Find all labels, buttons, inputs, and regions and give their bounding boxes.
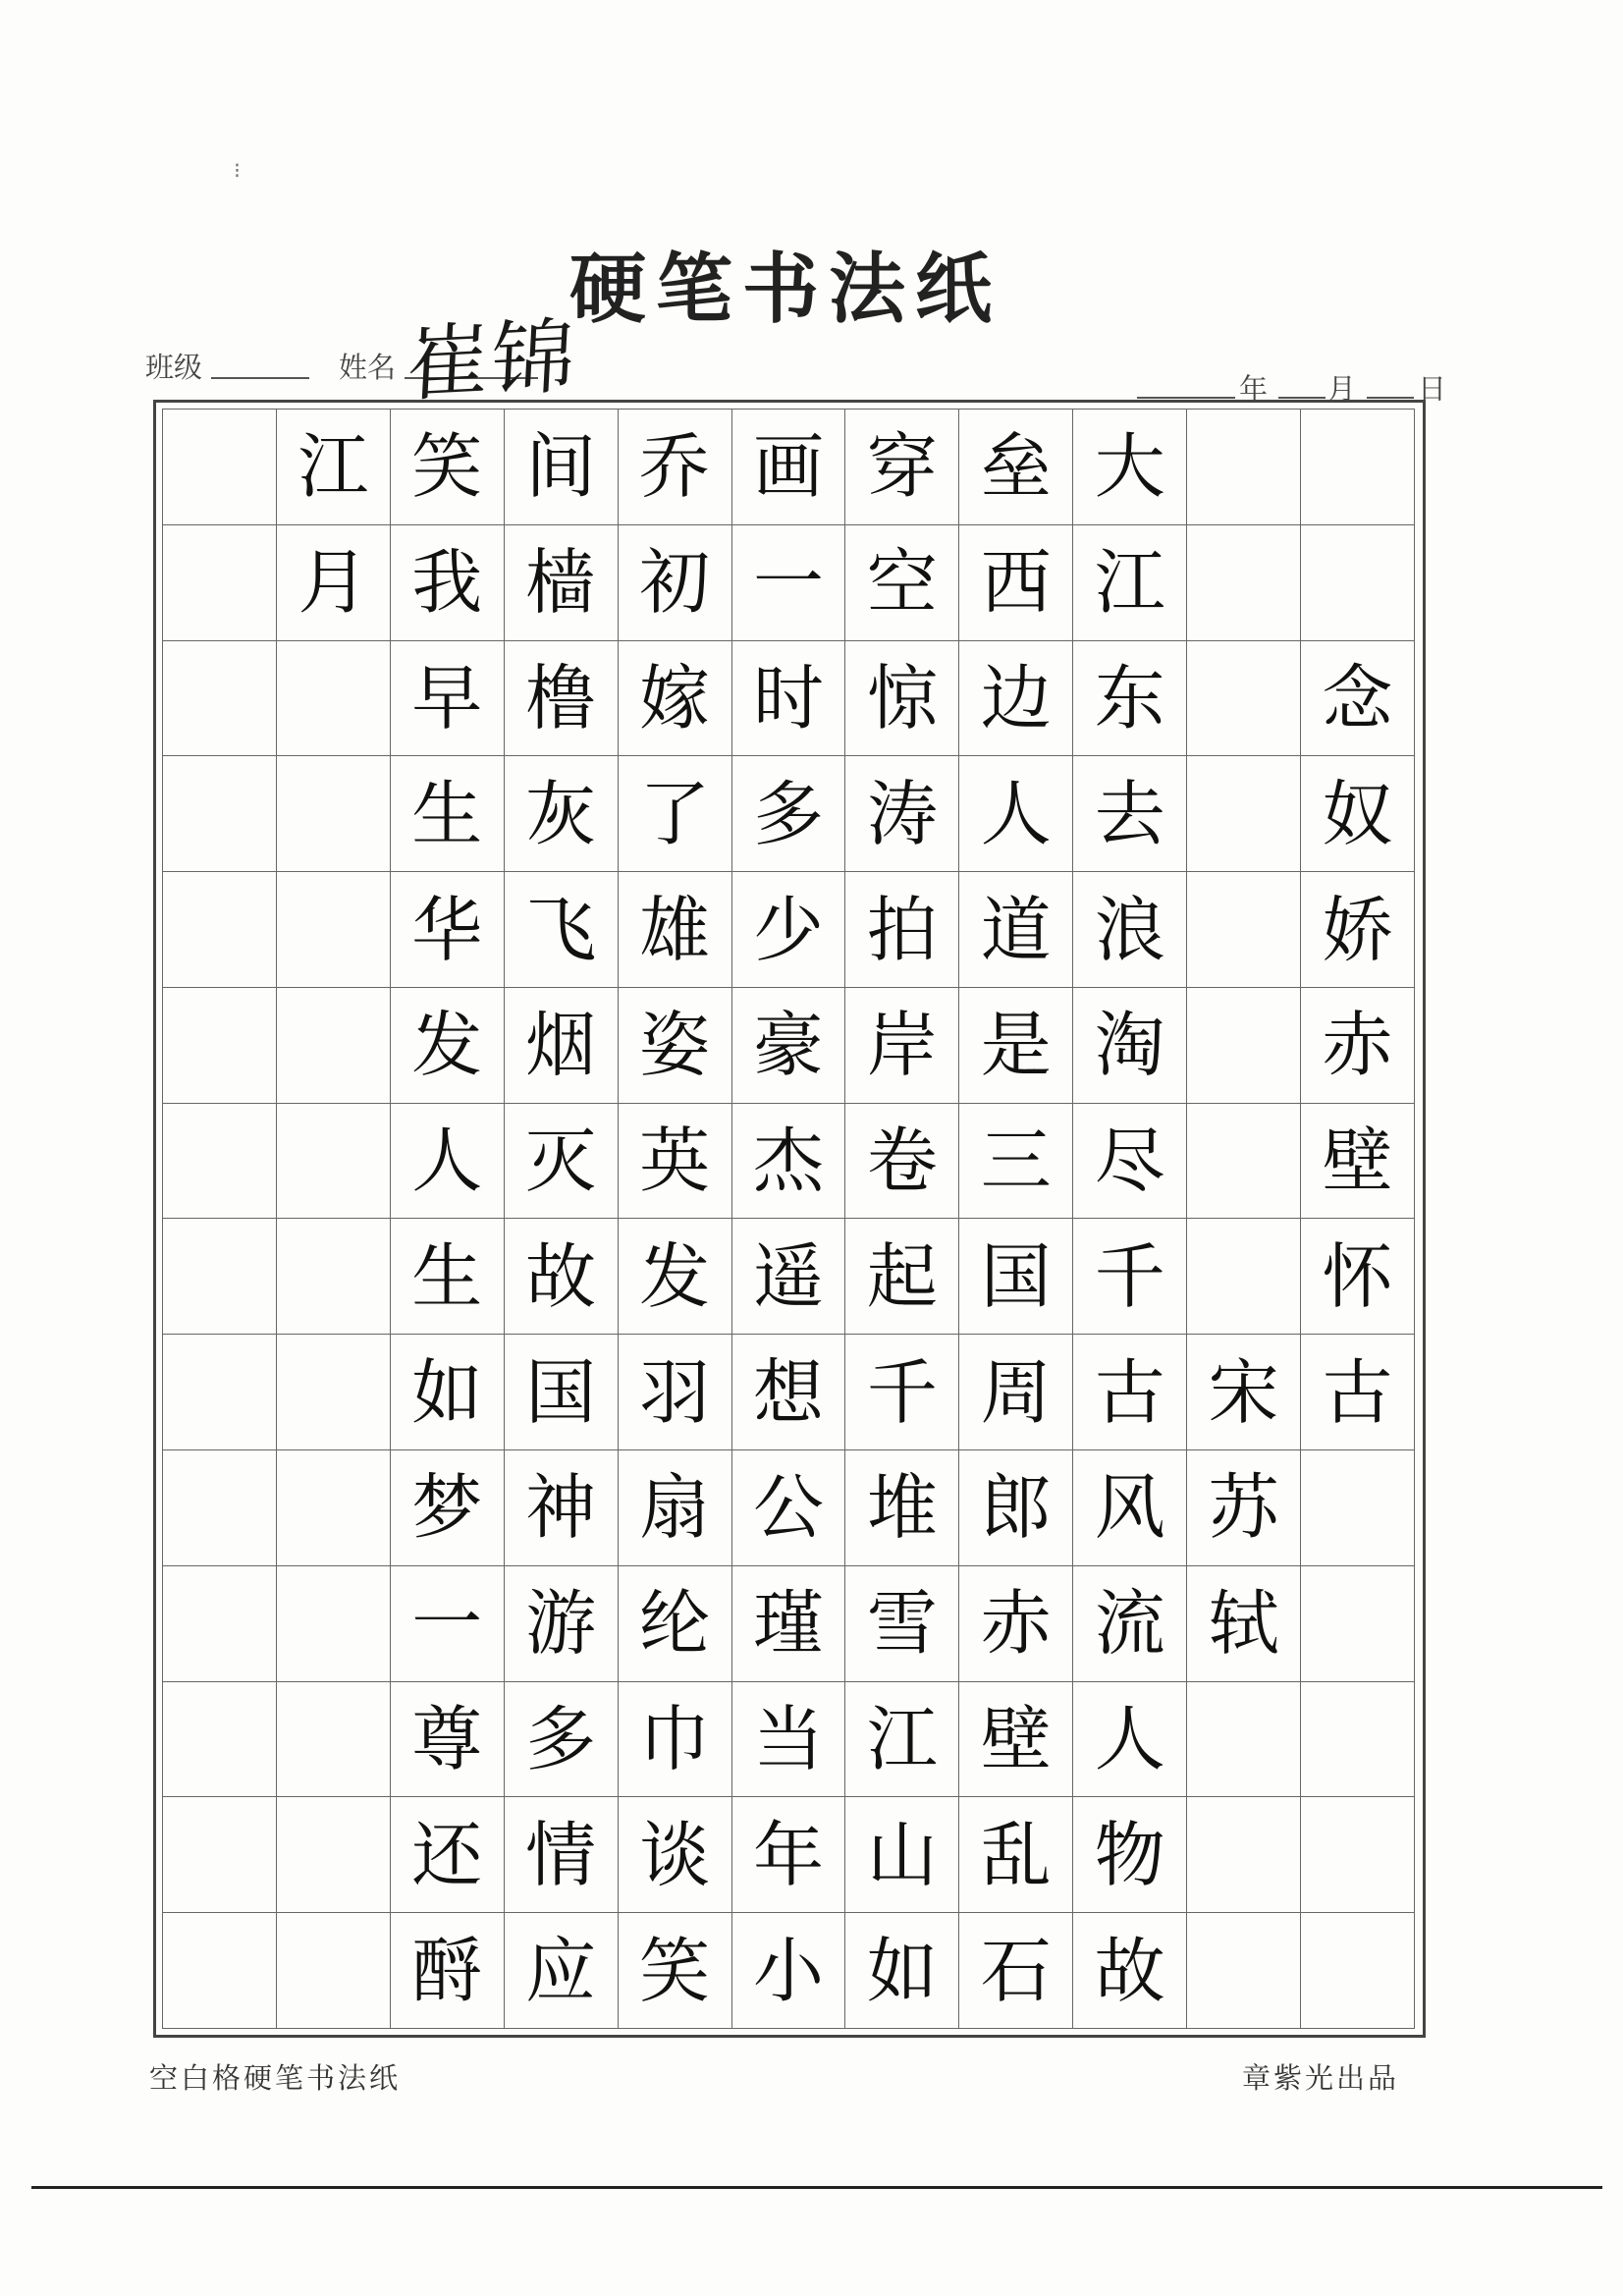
grid-cell (277, 988, 391, 1104)
grid-cell: 轼 (1187, 1566, 1301, 1682)
grid-cell: 宋 (1187, 1335, 1301, 1450)
grid-cell: 如 (391, 1335, 505, 1450)
grid-cell: 灭 (505, 1104, 619, 1220)
grid-cell (1187, 1104, 1301, 1220)
grid-cell (1187, 1682, 1301, 1798)
grid-cell: 尊 (391, 1682, 505, 1798)
grid-cell (163, 1566, 277, 1682)
grid-cell: 嫁 (619, 641, 732, 757)
grid-cell (277, 1913, 391, 2029)
grid-cell: 英 (619, 1104, 732, 1220)
month-label: 月 (1327, 372, 1357, 406)
grid-cell: 苏 (1187, 1450, 1301, 1566)
grid-cell (277, 1335, 391, 1450)
grid-cell (1187, 525, 1301, 641)
grid-cell: 拍 (845, 872, 959, 988)
grid-cell: 雄 (619, 872, 732, 988)
grid-cell: 笑 (619, 1913, 732, 2029)
grid-cell: 淘 (1073, 988, 1187, 1104)
grid-cell: 应 (505, 1913, 619, 2029)
grid-cell: 豪 (732, 988, 846, 1104)
grid-cell (1301, 1450, 1415, 1566)
grid-cell: 羽 (619, 1335, 732, 1450)
writing-grid (162, 409, 1415, 2029)
grid-cell: 三 (959, 1104, 1073, 1220)
grid-cell: 想 (732, 1335, 846, 1450)
grid-cell: 遥 (732, 1219, 846, 1335)
grid-cell (1301, 1566, 1415, 1682)
grid-cell: 游 (505, 1566, 619, 1682)
grid-cell: 山 (845, 1797, 959, 1913)
grid-cell: 谈 (619, 1797, 732, 1913)
grid-cell (1187, 988, 1301, 1104)
grid-cell: 乔 (619, 410, 732, 525)
grid-cell: 还 (391, 1797, 505, 1913)
grid-cell (277, 1219, 391, 1335)
grid-cell: 扇 (619, 1450, 732, 1566)
grid-cell (1301, 410, 1415, 525)
day-label: 日 (1418, 372, 1447, 406)
grid-cell: 西 (959, 525, 1073, 641)
grid-cell: 起 (845, 1219, 959, 1335)
day-line (1367, 397, 1414, 399)
grid-cell: 周 (959, 1335, 1073, 1450)
grid-cell (277, 1450, 391, 1566)
grid-cell: 华 (391, 872, 505, 988)
grid-cell: 卷 (845, 1104, 959, 1220)
grid-cell: 情 (505, 1797, 619, 1913)
grid-cell: 东 (1073, 641, 1187, 757)
grid-cell: 惊 (845, 641, 959, 757)
grid-cell (163, 756, 277, 872)
footer-right: 章紫光出品 (1242, 2061, 1400, 2095)
grid-cell: 人 (959, 756, 1073, 872)
grid-cell: 我 (391, 525, 505, 641)
grid-cell (1187, 410, 1301, 525)
class-label: 班级 (145, 351, 203, 384)
grid-cell: 浪 (1073, 872, 1187, 988)
grid-cell: 月 (277, 525, 391, 641)
grid-cell: 公 (732, 1450, 846, 1566)
grid-cell: 郎 (959, 1450, 1073, 1566)
grid-cell: 风 (1073, 1450, 1187, 1566)
grid-cell: 烟 (505, 988, 619, 1104)
grid-cell: 物 (1073, 1797, 1187, 1913)
name-label: 姓名 (339, 351, 397, 384)
class-line (211, 377, 309, 379)
grid-cell (277, 872, 391, 988)
grid-cell (277, 1682, 391, 1798)
grid-cell (163, 1797, 277, 1913)
grid-cell: 古 (1073, 1335, 1187, 1450)
grid-cell (163, 1104, 277, 1220)
grid-cell: 樯 (505, 525, 619, 641)
grid-cell: 笑 (391, 410, 505, 525)
grid-cell (277, 756, 391, 872)
grid-cell: 岸 (845, 988, 959, 1104)
footer-left: 空白格硬笔书法纸 (149, 2061, 402, 2095)
grid-cell (277, 1104, 391, 1220)
grid-cell: 纶 (619, 1566, 732, 1682)
grid-cell: 早 (391, 641, 505, 757)
month-line (1278, 397, 1325, 399)
grid-cell (163, 525, 277, 641)
grid-cell: 了 (619, 756, 732, 872)
grid-cell: 时 (732, 641, 846, 757)
grid-cell (1187, 872, 1301, 988)
grid-cell: 尽 (1073, 1104, 1187, 1220)
grid-cell (163, 872, 277, 988)
grid-cell: 涛 (845, 756, 959, 872)
grid-cell: 赤 (959, 1566, 1073, 1682)
grid-cell: 国 (505, 1335, 619, 1450)
grid-cell: 乱 (959, 1797, 1073, 1913)
grid-cell: 空 (845, 525, 959, 641)
grid-cell: 壁 (959, 1682, 1073, 1798)
grid-cell: 发 (619, 1219, 732, 1335)
grid-cell: 大 (1073, 410, 1187, 525)
grid-cell: 多 (505, 1682, 619, 1798)
page-edge (31, 2186, 1602, 2189)
grid-cell: 飞 (505, 872, 619, 988)
grid-cell: 流 (1073, 1566, 1187, 1682)
grid-cell (277, 1566, 391, 1682)
grid-cell: 如 (845, 1913, 959, 2029)
grid-cell: 边 (959, 641, 1073, 757)
grid-cell (163, 1450, 277, 1566)
grid-cell: 江 (1073, 525, 1187, 641)
grid-cell: 酹 (391, 1913, 505, 2029)
grid-cell (163, 988, 277, 1104)
grid-cell (1301, 1797, 1415, 1913)
grid-cell: 少 (732, 872, 846, 988)
year-line (1137, 397, 1235, 399)
grid-cell (1301, 1682, 1415, 1798)
grid-cell: 堆 (845, 1450, 959, 1566)
grid-cell: 垒 (959, 410, 1073, 525)
grid-cell: 江 (277, 410, 391, 525)
grid-cell: 千 (845, 1335, 959, 1450)
grid-cell (163, 1219, 277, 1335)
grid-cell: 壁 (1301, 1104, 1415, 1220)
grid-cell: 石 (959, 1913, 1073, 2029)
grid-cell: 多 (732, 756, 846, 872)
author-signature: 崔锦 (404, 307, 579, 413)
grid-cell: 发 (391, 988, 505, 1104)
grid-cell: 是 (959, 988, 1073, 1104)
grid-cell: 巾 (619, 1682, 732, 1798)
grid-cell: 初 (619, 525, 732, 641)
grid-cell: 生 (391, 1219, 505, 1335)
grid-cell: 道 (959, 872, 1073, 988)
grid-cell: 当 (732, 1682, 846, 1798)
grid-cell (163, 1913, 277, 2029)
grid-cell (163, 641, 277, 757)
grid-cell (163, 1682, 277, 1798)
grid-cell: 橹 (505, 641, 619, 757)
grid-cell (163, 1335, 277, 1450)
grid-cell: 江 (845, 1682, 959, 1798)
grid-cell: 怀 (1301, 1219, 1415, 1335)
grid-cell: 古 (1301, 1335, 1415, 1450)
grid-cell: 灰 (505, 756, 619, 872)
grid-cell: 一 (732, 525, 846, 641)
grid-cell: 神 (505, 1450, 619, 1566)
grid-cell: 杰 (732, 1104, 846, 1220)
grid-cell: 小 (732, 1913, 846, 2029)
grid-cell (1187, 756, 1301, 872)
grid-cell (1187, 1219, 1301, 1335)
grid-cell (1301, 525, 1415, 641)
grid-cell (1187, 641, 1301, 757)
page-title: 硬笔书法纸 (569, 245, 1002, 334)
grid-cell: 去 (1073, 756, 1187, 872)
grid-cell: 故 (505, 1219, 619, 1335)
grid-cell: 姿 (619, 988, 732, 1104)
grid-cell (277, 1797, 391, 1913)
grid-cell: 千 (1073, 1219, 1187, 1335)
grid-cell: 画 (732, 410, 846, 525)
grid-cell: 赤 (1301, 988, 1415, 1104)
grid-cell: 生 (391, 756, 505, 872)
grid-cell (277, 641, 391, 757)
grid-cell: 人 (1073, 1682, 1187, 1798)
grid-cell (1187, 1913, 1301, 2029)
scan-mark: ⁝ (234, 159, 241, 184)
grid-cell: 间 (505, 410, 619, 525)
grid-cell: 奴 (1301, 756, 1415, 872)
year-label: 年 (1239, 372, 1269, 406)
grid-cell (1187, 1797, 1301, 1913)
grid-cell: 娇 (1301, 872, 1415, 988)
grid-cell: 国 (959, 1219, 1073, 1335)
grid-cell: 瑾 (732, 1566, 846, 1682)
grid-cell: 人 (391, 1104, 505, 1220)
grid-cell: 梦 (391, 1450, 505, 1566)
grid-cell: 雪 (845, 1566, 959, 1682)
grid-cell (1301, 1913, 1415, 2029)
grid-cell: 年 (732, 1797, 846, 1913)
grid-cell (163, 410, 277, 525)
grid-cell: 念 (1301, 641, 1415, 757)
grid-cell: 故 (1073, 1913, 1187, 2029)
grid-cell: 穿 (845, 410, 959, 525)
grid-cell: 一 (391, 1566, 505, 1682)
